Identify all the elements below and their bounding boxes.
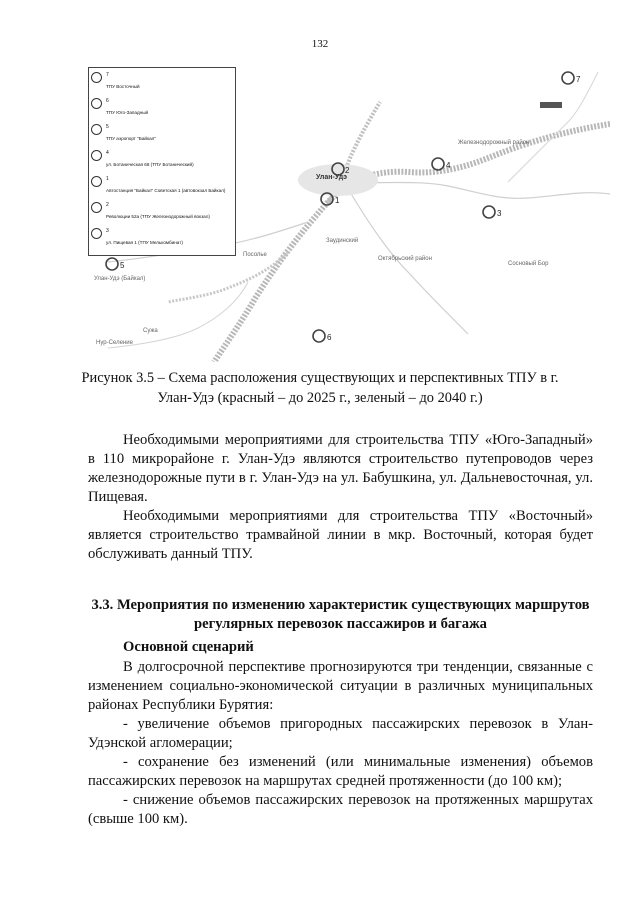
map-label-city: Улан-Удэ [316, 174, 348, 181]
road-sign [540, 102, 562, 108]
map-label-posolye: Посолье [243, 252, 267, 258]
bullet-item: - сохранение без изменений (или минимальные изменения) объемов пассажирских перевозок на маршрутах средней протяженности (до 100 км); [88, 754, 593, 789]
legend-circle [91, 72, 102, 83]
scenario-title: Основной сценарий [123, 639, 254, 655]
map-label-zheleznodorozhny: Железнодорожный район [458, 140, 530, 146]
legend-label: Революции 52а (ТПУ Железнодорожный вокзал) [106, 214, 210, 219]
paragraph-east: Необходимыми мероприятиями для строительства ТПУ «Восточный» является строительство трамвайной линии в мкр. Восточный, которая будет обслуживать данный ТПУ. [88, 508, 593, 562]
tpu-circle-7 [562, 72, 574, 84]
legend-circle [91, 228, 102, 239]
tpu-circle-5 [106, 258, 118, 270]
map-label-sosnovy-bor: Сосновый Бор [508, 261, 549, 267]
road-south [350, 192, 468, 334]
paragraph-intro: В долгосрочной перспективе прогнозируются три тенденции, связанные с изменением социально-экономической ситуации в различных муниципальных районах Республики Бурятия: [88, 659, 593, 713]
river-selenga [214, 124, 610, 362]
tpu-label-2: 2 [345, 166, 350, 175]
map-label-suzha: Сужа [143, 328, 158, 334]
caption-line-2: Улан-Удэ (красный – до 2025 г., зеленый – до 2040 г.) [157, 390, 483, 406]
legend-label: ТПУ аэропорт "Байкал" [106, 136, 156, 141]
map-label-zaudinsky: Заудинский [326, 238, 359, 244]
legend-circle [91, 124, 102, 135]
legend-circle [91, 150, 102, 161]
legend-item [91, 124, 235, 150]
legend-label: Автостанция "Байкал" Советская 1 (автовокзал Байкал) [106, 188, 226, 193]
legend-item [91, 202, 235, 228]
bullet-item: - снижение объемов пассажирских перевозок на протяженных маршрутах (свыше 100 км). [88, 792, 593, 827]
bullet-item: - увеличение объемов пригородных пассажирских перевозок в Улан-Удэнской агломерации; [88, 716, 593, 751]
legend-item [91, 98, 235, 124]
legend-label: ТПУ Восточный [106, 84, 140, 89]
figure-caption [60, 368, 580, 408]
tpu-label-4: 4 [446, 161, 451, 170]
tpu-label-3: 3 [497, 209, 502, 218]
legend-number: 2 [106, 202, 109, 208]
legend-item [91, 228, 235, 254]
page-number: 132 [311, 38, 329, 50]
legend-item [91, 176, 235, 202]
map-label-airport: Улан-Удэ (Байкал) [94, 276, 146, 282]
legend-number: 1 [106, 176, 109, 182]
map-legend [88, 67, 236, 256]
map-label-sovetsky: Октябрьский район [378, 256, 432, 262]
legend-number: 5 [106, 124, 109, 130]
road-east [350, 182, 610, 198]
legend-label: ТПУ Юго-Западный [106, 110, 149, 115]
tpu-label-6: 6 [327, 333, 332, 342]
legend-number: 7 [106, 72, 109, 78]
legend-item [91, 150, 235, 176]
legend-circle [91, 98, 102, 109]
tpu-label-7: 7 [576, 75, 581, 84]
legend-number: 3 [106, 228, 109, 234]
tpu-circle-3 [483, 206, 495, 218]
legend-circle [91, 202, 102, 213]
tpu-label-5: 5 [120, 261, 125, 270]
legend-label: ул. Ботаническая 68 (ТПУ Ботанический) [106, 162, 194, 167]
section-heading: 3.3. Мероприятия по изменению характеристик существующих маршрутов регулярных перевозок пассажиров и багажа [91, 597, 590, 632]
map-label-nur-selenie: Нур-Селение [96, 340, 133, 346]
tpu-circle-6 [313, 330, 325, 342]
paragraph-south-west: Необходимыми мероприятиями для строительства ТПУ «Юго-Западный» в 110 микрорайоне г. Улан-Удэ являются строительство путепроводов через железнодорожные пути в г. Улан-Удэ на ул. Бабушкина, ул. Дальневосточная, ул. Пищевая. [88, 432, 593, 505]
legend-number: 4 [106, 150, 109, 156]
tpu-label-1: 1 [335, 196, 340, 205]
legend-circle [91, 176, 102, 187]
caption-line-1: Рисунок 3.5 – Схема расположения существующих и перспективных ТПУ в г. [81, 370, 559, 386]
tpu-circle-4 [432, 158, 444, 170]
legend-label: ул. Пищевая 1 (ТПУ Мелькомбинат) [106, 240, 183, 245]
legend-item [91, 72, 235, 98]
legend-number: 6 [106, 98, 109, 104]
